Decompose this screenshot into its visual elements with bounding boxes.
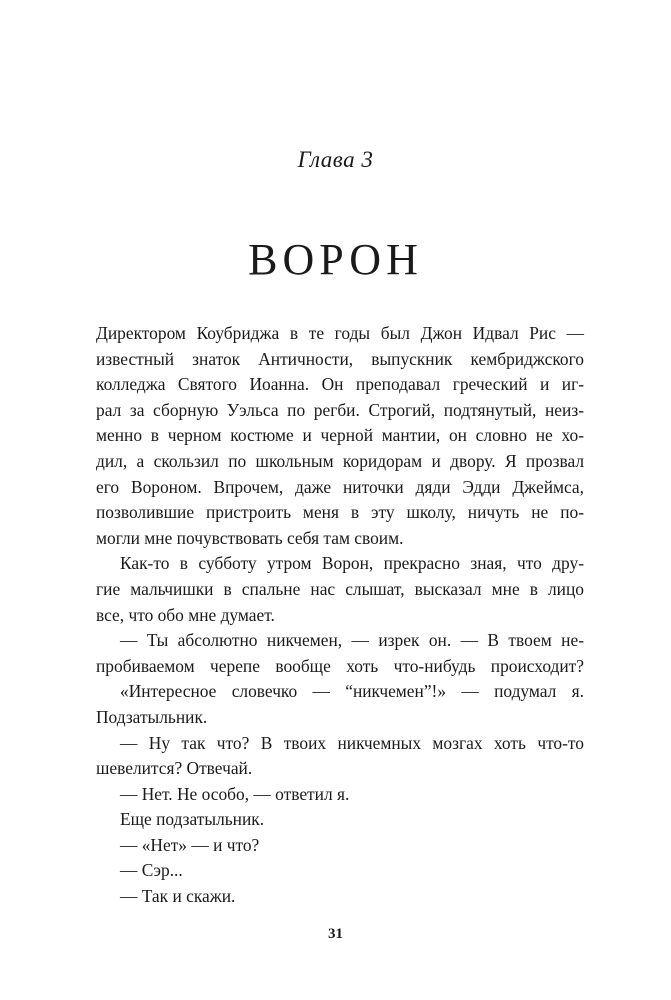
- text-line: Как-то в субботу утром Ворон, прекрасно зная, что дру-: [120, 553, 584, 574]
- text-line: пробиваемом черепе вообще хоть что-нибудь происходит?: [96, 655, 584, 676]
- page-number: 31: [328, 926, 343, 942]
- text-line: известный знаток Античности, выпускник кембриджского: [96, 348, 584, 369]
- text-line: — Сэр...: [120, 860, 183, 881]
- text-line: шевелится? Отвечай.: [96, 758, 253, 779]
- text-line: «Интересное словечко — “никчемен”!» — подумал я.: [120, 681, 584, 702]
- text-line: — Ну так что? В твоих никчемных мозгах хоть что-то: [120, 732, 584, 753]
- text-line: рал за сборную Уэльса по регби. Строгий, подтянутый, неиз-: [96, 399, 584, 420]
- chapter-title: ВОРОН: [248, 235, 423, 285]
- chapter-label: Глава 3: [297, 147, 374, 172]
- text-line: гие мальчишки в спальне нас слышат, высказал мне в лицо: [96, 578, 584, 599]
- body-text: [96, 321, 584, 910]
- text-line: могли мне почувствовать себя там своим.: [96, 527, 404, 548]
- text-line: — Так и скажи.: [120, 886, 236, 907]
- text-line: дил, а скользил по школьным коридорам и двору. Я прозвал: [96, 450, 584, 471]
- text-line: — Ты абсолютно никчемен, — изрек он. — В твоем не-: [120, 630, 584, 651]
- text-line: — «Нет» — и что?: [120, 834, 260, 855]
- text-line: — Нет. Не особо, — ответил я.: [120, 783, 350, 804]
- text-line: Директором Коубриджа в те годы был Джон Идвал Рис —: [96, 323, 584, 343]
- text-line: все, что обо мне думает.: [96, 604, 275, 625]
- text-line: его Вороном. Впрочем, даже ниточки дяди Эдди Джеймса,: [96, 476, 584, 497]
- text-line: колледжа Святого Иоанна. Он преподавал греческий и иг-: [96, 374, 584, 395]
- text-line: позволившие пристроить меня в эту школу, ничуть не по-: [96, 502, 584, 523]
- text-line: менно в черном костюме и черной мантии, он словно не хо-: [96, 425, 584, 446]
- text-line: Подзатыльник.: [96, 706, 208, 727]
- text-line: Еще подзатыльник.: [120, 809, 265, 830]
